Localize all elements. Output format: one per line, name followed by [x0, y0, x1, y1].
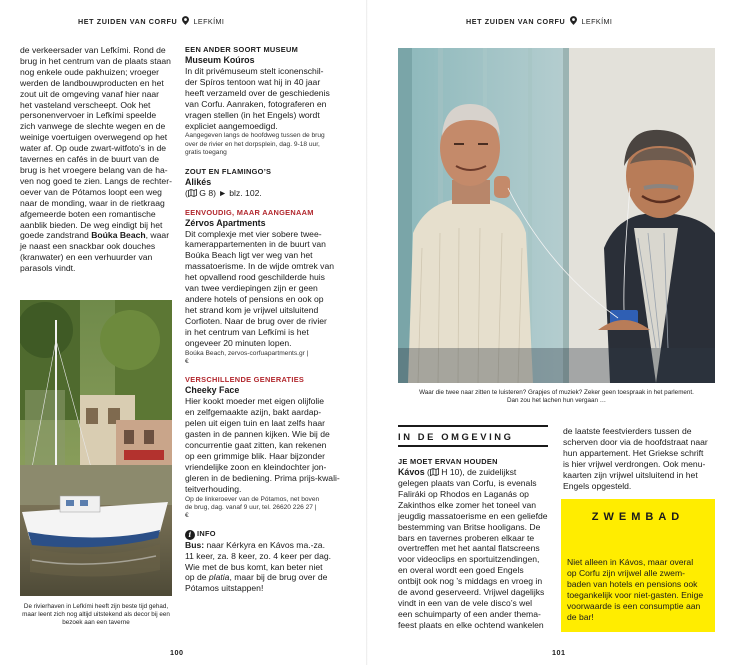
text-line: ontbijt ook nog ’s middags en vroeg in: [398, 576, 543, 587]
text-line: baden van hotels en pensions ook: [567, 578, 698, 589]
map-reference: [185, 188, 341, 199]
intro-text: [20, 45, 172, 274]
text-line: weinige voertuigen overwegend op het: [20, 132, 168, 143]
text-line: en zelfgemaakte azijn, bakt aardap-: [185, 407, 322, 418]
listing-details: Boúka Beach, zervos-corfuapartments.gr |: [185, 349, 309, 357]
text-line: van twee verdiepingen zijn er geen: [185, 283, 318, 294]
text-line: personenvervoer in Lefkími speelde: [20, 110, 157, 121]
listings-column: [185, 45, 341, 594]
text-line: de bar!: [567, 611, 594, 622]
text-line: Wie met de bus komt, kan beter niet: [185, 561, 323, 572]
men-photo: [398, 48, 715, 383]
text-line: parasols vindt.: [20, 263, 76, 274]
listing-alikes: [185, 167, 341, 199]
map-icon: [188, 189, 197, 197]
page-number-left: 100: [170, 648, 184, 657]
caption-line: maar leent zich nog altijd uitstekend als decor bij een: [22, 611, 170, 619]
text-line: brug in het centrum van de plaats staan: [20, 55, 171, 66]
text-line: vragen stellen (in het Engels) wordt: [185, 109, 320, 120]
text-line: Engels opgesteld.: [563, 480, 632, 491]
map-reference-close: ) ►: [213, 187, 227, 198]
text-line: concurrentie gaat zitten, kan rekenen: [185, 439, 327, 450]
text-line: scherven door via de hoofdstraat naar: [563, 436, 708, 447]
text-line: massatoerisme. In de wijde omtrek van: [185, 261, 335, 272]
listing-kicker: ZOUT EN FLAMINGO’S: [185, 166, 272, 176]
text-line: vriendelijke zoon en kleindochter jon-: [185, 461, 327, 472]
text-line: het opvallend rood geschilderde huis: [185, 272, 325, 283]
listing-name: Zérvos Apartments: [185, 217, 266, 228]
text-line: tavernes en cafés in de buurt van de: [20, 154, 160, 165]
text-line: werden de landbouwproducten en het: [20, 77, 164, 88]
text-run: , maar bij de brug over de: [229, 572, 328, 583]
text-line: water af. Op oude zwart-witfoto’s in de: [20, 143, 167, 154]
men-photo-image: [398, 48, 715, 383]
text-line: bestemming van Britse hooligans. De: [398, 521, 541, 532]
map-reference-close: ): [459, 467, 463, 477]
listing-name: Museum Koúros: [185, 55, 255, 65]
caption-line: bezoek aan een taverne: [62, 619, 130, 627]
running-header-city: LEFKÍMI: [581, 17, 613, 26]
running-header-right: [466, 16, 612, 26]
location-pin-icon: [182, 16, 189, 25]
text-line: Hier kookt moeder met eigen olijfolie: [185, 396, 324, 407]
caption-line: Waar die twee naar zitten te luisteren? Grapjes of muziek? Zeker geen toespraak in het parlement.: [419, 389, 694, 396]
text-line: Niet alleen in Kávos, maar overal: [567, 557, 694, 567]
text-line: vindt in een van de vele disco’s wel: [398, 597, 533, 608]
listing-details: over de rivier en het dorpsplein, dag. 9-18 uur,: [185, 140, 320, 148]
listing-kicker: EENVOUDIG, MAAR AANGENAAM: [185, 207, 314, 217]
zwembad-text: [567, 557, 713, 622]
listing-details: gratis toegang: [185, 149, 227, 157]
text-line: op een grimmige blik. Haar bijzonder: [185, 450, 325, 461]
text-line: de avond geserveerd. Vrijwel dagelijks: [398, 587, 545, 598]
bus-label: Bus:: [185, 539, 205, 550]
text-line: gasten in de pannen kijken. Wie bij de: [185, 429, 330, 440]
text-line: [185, 540, 341, 551]
listing-kicker: EEN ANDER SOORT MUSEUM: [185, 45, 299, 54]
section-heading: IN DE OMGEVING: [398, 431, 514, 442]
caption-line: De rivierhaven in Lefkími heeft zijn beste tijd gehad,: [23, 603, 169, 610]
page-gutter: [366, 0, 369, 665]
text-line: [185, 572, 341, 583]
text-line: der Spíros tentoon wat hij in 40 jaar: [185, 76, 321, 87]
caption-line: Dan zou het lachen hun vergaan …: [506, 397, 607, 405]
page-reference: blz. 102.: [229, 187, 262, 198]
info-block: [185, 529, 341, 595]
text-line: ongeveer 20 minuten lopen.: [185, 337, 292, 348]
zwembad-box: [561, 499, 715, 632]
listing-details: Op de linkeroever van de Pótamos, net boven: [185, 495, 320, 503]
text-line: voorwaarde is een consumptie aan: [567, 600, 701, 611]
text-line: Zakinthos elke zomer het toneel van: [398, 499, 537, 510]
harbour-photo-caption: [20, 603, 172, 628]
listing-kicker: JE MOET ERVAN HOUDEN: [398, 457, 498, 466]
text-line: Pótamos uitstappen!: [185, 583, 264, 594]
text-line: afgemeerde boten een romantische: [20, 208, 156, 219]
text-line: het vasteland verscheept. Ook het: [20, 99, 151, 110]
text-run: op de: [185, 572, 209, 583]
text-line: zout uit de omgeving vanaf hier naar: [20, 88, 160, 99]
listing-details: de brug, dag. vanaf 9 uur, tel. 26620 226 27 |: [185, 503, 317, 511]
text-line: toegankelijk voor niet-gasten. Enige: [567, 589, 704, 600]
location-pin-icon: [570, 16, 577, 25]
text-line: kamerappartementen in de buurt van: [185, 239, 326, 250]
map-reference: [427, 467, 462, 477]
text-line: Faliráki op Rhodos en Laganás op: [398, 488, 529, 499]
kavos-continued: [563, 426, 715, 491]
info-icon: i: [185, 530, 195, 540]
text-line: en overal wordt een goed Engels: [398, 565, 524, 576]
text-line: heeft verzameld over de geschiedenis: [185, 87, 330, 98]
map-reference-open: (: [185, 187, 188, 198]
text-line: brug is het vroegere belang van de ha-: [20, 164, 168, 175]
info-heading: [185, 529, 341, 540]
text-line: aanblik bieden. De weg eindigt bij het: [20, 219, 163, 230]
listing-cheeky-face: [185, 375, 341, 520]
men-photo-caption: [398, 389, 715, 405]
harbour-photo: [20, 300, 172, 596]
kavos-listing: [398, 457, 550, 631]
info-title: INFO: [197, 528, 216, 538]
text-line: gleren in de bediening. Prima prijs-kwali-: [185, 472, 340, 483]
listing-museum: [185, 45, 341, 158]
text-line: ven nog goed te zien. Langs de rechter-: [20, 175, 172, 186]
text-line: de verkeersader van Lefkími. Rond de: [20, 45, 166, 55]
listing-name: Cheeky Face: [185, 385, 240, 396]
text-run: goede zandstrand: [20, 230, 92, 241]
text-line: overtreffen met het aantal flatscreens: [398, 543, 540, 554]
page-number-right: 101: [552, 648, 566, 657]
text-line: Boúka Beach ligt ver weg van het: [185, 250, 313, 261]
listing-details: €: [185, 357, 189, 365]
text-line: andere hotels of pensions en ook op: [185, 294, 324, 304]
text-line: oever van de Pótamos loopt een weg: [20, 186, 162, 197]
text-line: kaarten zijn vrijwel uitsluitend in het: [563, 469, 698, 480]
text-run: naar Kérkyra en Kávos ma.-za.: [204, 539, 325, 550]
text-line: je naast een snackbar ook douches: [20, 241, 156, 252]
text-line: op Corfu zijn vrijwel alle zwem-: [567, 567, 685, 578]
text-line: [20, 230, 172, 241]
beach-name: Boúka Beach: [91, 230, 146, 241]
text-line: 11 keer, za. 8 keer, zo. 4 keer per dag.: [185, 550, 332, 561]
running-header-city: LEFKÍMI: [193, 17, 225, 26]
text-line: Corfioten. Naar de brug over de rivier: [185, 315, 327, 326]
listing-name: Alikés: [185, 176, 212, 187]
listing-details: Aangegeven langs de hoofdweg tussen de brug: [185, 132, 325, 140]
text-line: zich vanwege de slechte wegen en de: [20, 121, 166, 132]
text-run: , waar: [145, 230, 170, 241]
text-line: gelegen plaats van Corfu, is evenals: [398, 478, 537, 488]
text-line: pelen uit eigen tuin en laat zelfs haar: [185, 418, 325, 429]
text-line: voor videoclips en sportuitzendingen,: [398, 554, 540, 565]
text-line: nog enkele oude pakhuizen; vroeger: [20, 66, 160, 77]
listing-name: Kávos: [398, 467, 425, 477]
text-line: bars en tavernes proberen elkaar te: [398, 532, 535, 543]
text-line: [398, 467, 550, 478]
listing-kicker: VERSCHILLENDE GENERATIES: [185, 375, 305, 385]
text-line: de laatste feestvierders tussen de: [563, 426, 692, 436]
text-line: een schuimparty of een ander thema-: [398, 608, 541, 619]
text-line: hun appartement. Het Griekse schrift: [563, 447, 704, 458]
listing-zervos: [185, 208, 341, 367]
text-line: In dit privémuseum stelt iconenschil-: [185, 66, 324, 76]
text-run: , de zuidelijkst: [462, 467, 517, 477]
running-header-left: [78, 16, 224, 26]
text-line: van Corfu. Aanraken, fotograferen en: [185, 98, 327, 109]
text-line: feest plaats en elke ochtend wankelen: [398, 619, 544, 630]
map-icon: [430, 468, 439, 476]
map-reference-open: (: [427, 467, 430, 477]
text-line: (kranwater) en een verhuurder van: [20, 252, 153, 263]
platia-word: platia: [208, 572, 230, 583]
text-line: in het centrum van Lefkími is het: [185, 326, 309, 337]
running-header-title: HET ZUIDEN VAN CORFU: [466, 17, 566, 26]
text-line: Dit complexje met vier sobere twee-: [185, 228, 322, 239]
map-grid-ref: H 10: [441, 467, 460, 477]
text-line: jeugdig massatoerisme en een geliefde: [398, 510, 548, 521]
text-line: is hier vrijwel verdrongen. Ook menu-: [563, 458, 706, 469]
text-line: naar de monding, waar in de rietkraag: [20, 197, 165, 208]
section-heading-bar: [398, 425, 548, 447]
zwembad-title: ZWEMBAD: [591, 511, 685, 523]
running-header-title: HET ZUIDEN VAN CORFU: [78, 17, 178, 26]
harbour-photo-image: [20, 300, 172, 596]
text-line: het strand kom je vrijwel uitsluitend: [185, 304, 319, 315]
listing-details: €: [185, 512, 189, 520]
map-grid-ref: G 8: [199, 187, 214, 198]
text-line: teitverhouding.: [185, 483, 242, 494]
text-line: expliciet aangemoedigd.: [185, 120, 278, 131]
